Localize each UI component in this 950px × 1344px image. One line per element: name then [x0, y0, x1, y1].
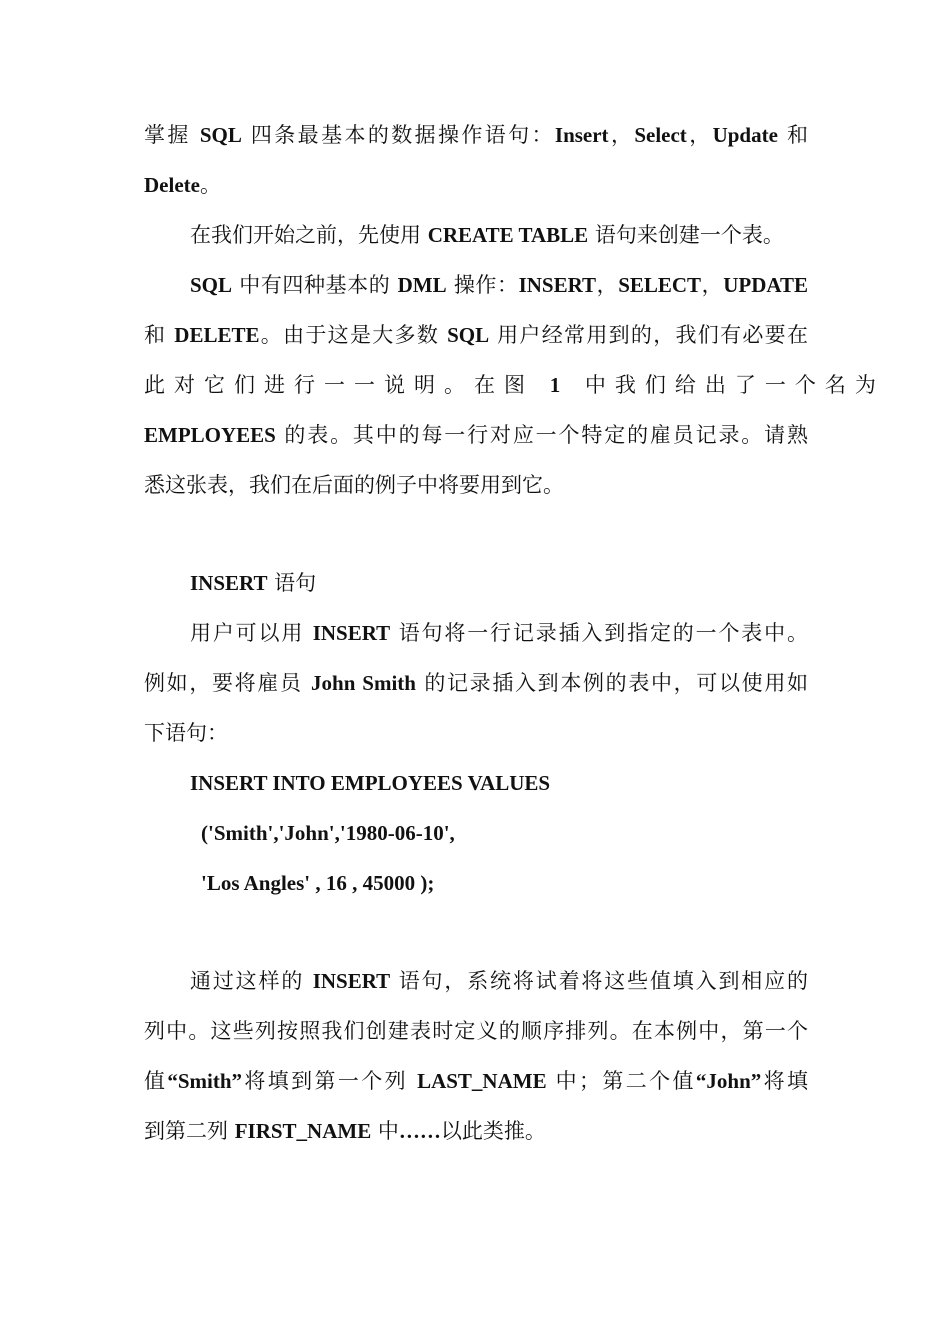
text-run: 通过这样的	[190, 969, 313, 993]
explain-line-3	[144, 1066, 808, 1096]
keyword: LAST_NAME	[417, 1069, 547, 1093]
keyword: SQL	[199, 123, 242, 147]
keyword: DELETE	[174, 323, 260, 347]
keyword: John Smith	[311, 671, 416, 695]
text-run: 用户经常用到的，我们有必要在	[489, 323, 808, 347]
text-run: 此对它们进行一一说明。在图	[144, 373, 550, 397]
text-run: 例如，要将雇员	[144, 671, 312, 695]
dml-line-2	[144, 320, 808, 350]
insert-desc-line-2	[144, 668, 808, 698]
keyword: UPDATE	[723, 273, 808, 297]
keyword: SQL	[190, 273, 233, 297]
text-run: 以此类推。	[440, 1119, 546, 1143]
keyword: Update	[712, 123, 778, 147]
text-run: 。	[199, 173, 221, 197]
text-run: 在我们开始之前，先使用	[190, 223, 428, 247]
text-run: 中有四种基本的	[232, 273, 398, 297]
text-run: 的记录插入到本例的表中，可以使用如	[415, 671, 808, 695]
intro-line-2	[144, 170, 221, 200]
keyword: ……	[398, 1119, 441, 1143]
dml-line-1	[190, 270, 808, 300]
dml-line-4	[144, 420, 808, 450]
explain-line-2	[144, 1016, 808, 1046]
text-run: 中	[371, 1119, 399, 1143]
text-run: 掌握	[144, 123, 200, 147]
keyword: CREATE TABLE	[427, 223, 589, 247]
explain-line-4	[144, 1116, 546, 1146]
keyword: INSERT	[312, 969, 391, 993]
text-run: 。由于这是大多数	[259, 323, 448, 347]
code-line-1: INSERT INTO EMPLOYEES VALUES	[190, 771, 551, 795]
text-run: 值	[144, 1069, 168, 1093]
text-run: 语句	[267, 571, 317, 595]
text-run: 语句将一行记录插入到指定的一个表中。	[390, 621, 808, 645]
text-run: 语句来创建一个表。	[588, 223, 784, 247]
code-line-3: 'Los Angles' , 16 , 45000 );	[201, 871, 435, 895]
text-run: 的表。其中的每一行对应一个特定的雇员记录。请熟	[275, 423, 808, 447]
keyword: Delete	[144, 173, 200, 197]
text-run: ，	[701, 273, 724, 297]
text-run: 到第二列	[144, 1119, 235, 1143]
text-run: 和	[144, 323, 175, 347]
text-run: ，	[608, 123, 635, 147]
keyword: 1	[549, 373, 570, 397]
intro-line-1	[144, 120, 808, 150]
keyword: INSERT	[518, 273, 597, 297]
text-run: 四条最基本的数据操作语句：	[241, 123, 555, 147]
text-run: 操作：	[446, 273, 519, 297]
text-run: 悉这张表，我们在后面的例子中将要用到它。	[144, 473, 564, 497]
text-run: 列中。这些列按照我们创建表时定义的顺序排列。在本例中，第一个	[144, 1019, 808, 1043]
keyword: Insert	[554, 123, 609, 147]
dml-line-5	[144, 470, 564, 500]
text-run: 将填	[761, 1069, 808, 1093]
keyword: DML	[397, 273, 447, 297]
keyword: Select	[634, 123, 687, 147]
keyword: “Smith”	[167, 1069, 243, 1093]
text-run: 中；第二个值	[546, 1069, 696, 1093]
insert-heading	[190, 568, 316, 598]
create-line	[190, 220, 784, 250]
text-run: 用户可以用	[190, 621, 313, 645]
keyword: SELECT	[618, 273, 702, 297]
keyword: “John”	[695, 1069, 762, 1093]
insert-desc-line-3	[144, 718, 228, 748]
text-run: ，	[686, 123, 713, 147]
keyword: INSERT	[312, 621, 391, 645]
text-run: 下语句：	[144, 721, 228, 745]
text-run: ，	[596, 273, 619, 297]
keyword: EMPLOYEES	[144, 423, 276, 447]
explain-line-1	[190, 966, 808, 996]
dml-line-3	[144, 370, 885, 400]
keyword: SQL	[447, 323, 490, 347]
keyword: FIRST_NAME	[234, 1119, 372, 1143]
text-run: 和	[777, 123, 808, 147]
keyword: INSERT	[190, 571, 268, 595]
insert-desc-line-1	[190, 618, 808, 648]
text-run: 中我们给出了一个名为	[569, 373, 885, 397]
text-run: 将填到第一个列	[242, 1069, 418, 1093]
text-run: 语句，系统将试着将这些值填入到相应的	[390, 969, 808, 993]
code-line-2: ('Smith','John','1980-06-10',	[201, 821, 455, 845]
